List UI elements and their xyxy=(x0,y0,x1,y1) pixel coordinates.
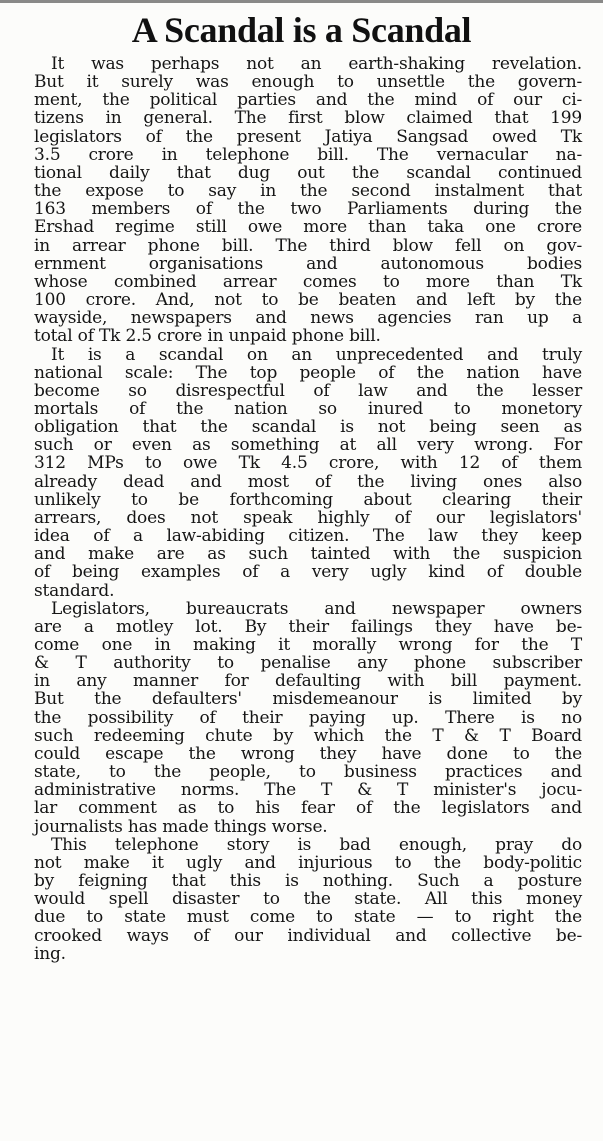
text-line: standard. xyxy=(34,580,115,601)
text-line: in any manner for defaulting with bill payment. xyxy=(34,671,582,692)
text-line: ing. xyxy=(34,943,66,964)
text-line: Legislators, bureaucrats and newspaper owners xyxy=(51,598,582,619)
text-line: total of Tk 2.5 crore in unpaid phone bill. xyxy=(34,326,381,347)
text-line: not make it ugly and injurious to the body-politic xyxy=(34,852,582,873)
text-line: such or even as something at all very wrong. For xyxy=(34,435,582,456)
text-line: 3.5 crore in telephone bill. The vernacular na- xyxy=(34,144,582,165)
text-line: the possibility of their paying up. There is no xyxy=(34,707,582,728)
text-line: wayside, newspapers and news agencies ran up a xyxy=(34,308,582,329)
text-line: could escape the wrong they have done to the xyxy=(34,743,582,764)
text-line: become so disrespectful of law and the lesser xyxy=(34,380,582,401)
text-line: 163 members of the two Parliaments during the xyxy=(34,199,582,220)
text-line: & T authority to penalise any phone subscriber xyxy=(34,653,582,674)
text-line: lar comment as to his fear of the legislators and xyxy=(34,798,582,819)
text-line: in arrear phone bill. The third blow fell on gov- xyxy=(34,235,582,256)
text-line: 100 crore. And, not to be beaten and left by the xyxy=(34,290,582,311)
text-line: due to state must come to state — to right the xyxy=(34,907,582,928)
text-line: by feigning that this is nothing. Such a posture xyxy=(34,871,582,892)
text-line: come one in making it morally wrong for the T xyxy=(34,635,582,655)
text-line: national scale: The top people of the nation have xyxy=(34,362,582,383)
paragraph-2 xyxy=(34,346,582,600)
text-line: already dead and most of the living ones also xyxy=(34,471,582,492)
text-line: legislators of the present Jatiya Sangsad owed Tk xyxy=(34,126,582,147)
text-line: It was perhaps not an earth-shaking revelation. xyxy=(51,54,582,74)
headline: A Scandal is a Scandal xyxy=(131,10,472,50)
text-line: It is a scandal on an unprecedented and truly xyxy=(51,344,582,365)
text-line: This telephone story is bad enough, pray do xyxy=(51,834,582,855)
text-line: administrative norms. The T & T minister's jocu- xyxy=(34,780,582,801)
text-line: Ershad regime still owe more than taka one crore xyxy=(34,217,582,238)
text-line: But it surely was enough to unsettle the govern- xyxy=(34,72,582,93)
top-rule xyxy=(0,0,603,3)
text-line: ernment organisations and autonomous bodies xyxy=(34,253,582,274)
text-line: But the defaulters' misdemeanour is limited by xyxy=(34,689,582,710)
text-line: are a motley lot. By their failings they have be- xyxy=(34,616,582,637)
text-line: whose combined arrear comes to more than Tk xyxy=(34,271,582,292)
text-line: idea of a law-abiding citizen. The law they keep xyxy=(34,526,582,547)
paragraph-1 xyxy=(34,55,582,346)
text-line: ment, the political parties and the mind of our ci- xyxy=(34,90,582,111)
paragraph-4 xyxy=(34,836,582,963)
text-line: 312 MPs to owe Tk 4.5 crore, with 12 of them xyxy=(34,453,582,474)
paragraph-3 xyxy=(34,600,582,836)
text-line: and make are as such tainted with the suspicion xyxy=(34,544,582,565)
text-line: obligation that the scandal is not being seen as xyxy=(34,417,582,438)
text-line: the expose to say in the second instalment that xyxy=(34,181,582,202)
text-line: would spell disaster to the state. All this money xyxy=(34,889,582,910)
text-line: state, to the people, to business practices and xyxy=(34,762,582,783)
text-line: unlikely to be forthcoming about clearing their xyxy=(34,489,582,510)
text-line: mortals of the nation so inured to monetory xyxy=(34,398,582,419)
text-line: journalists has made things worse. xyxy=(34,816,328,837)
text-line: arrears, does not speak highly of our legislators' xyxy=(34,507,582,528)
article-body xyxy=(34,55,582,963)
text-line: tional daily that dug out the scandal continued xyxy=(34,162,582,183)
text-line: crooked ways of our individual and collective be- xyxy=(34,925,582,946)
text-line: of being examples of a very ugly kind of double xyxy=(34,562,582,583)
text-line: such redeeming chute by which the T & T Board xyxy=(34,725,582,746)
text-line: tizens in general. The first blow claimed that 199 xyxy=(34,108,582,129)
